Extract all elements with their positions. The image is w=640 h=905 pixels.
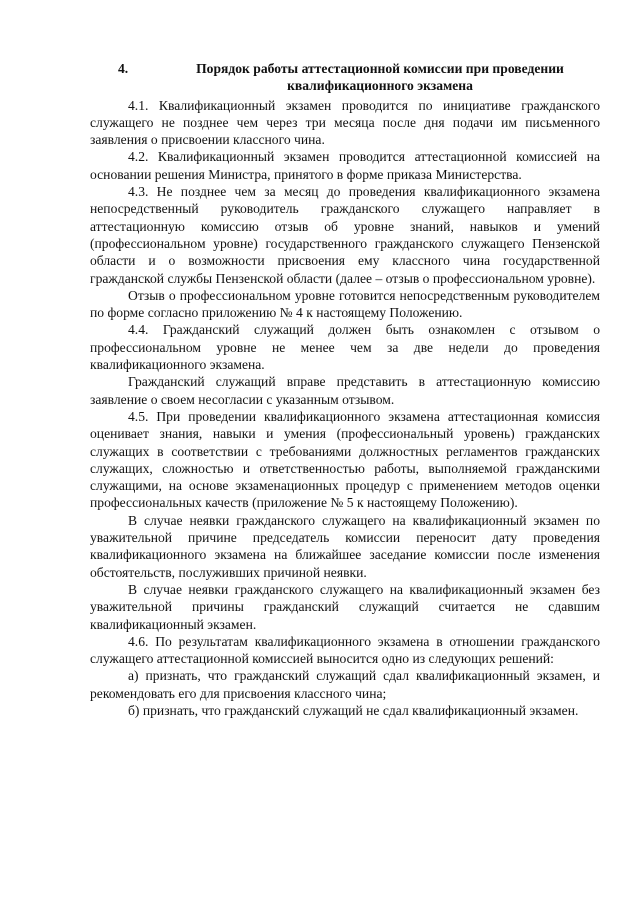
decision-item-b: б) признать, что гражданский служащий не сдал квалификационный экзамен. (128, 702, 579, 718)
paragraph-4-5: 4.5. При проведении квалификационного экзамена аттестационная комиссия оценивает знания, навыки и умения (профессиональный уровень) гражданских служащих в соответствии с требованиями должностных регламентов гражданских служащих, сложностью и ответственностью работы, выполняемой гражданскими служащими, на основе экзаменационных процедур с применением методов оценки профессиональных качеств (приложение № 5 к настоящему Положению). (90, 408, 600, 511)
paragraph-4-4: 4.4. Гражданский служащий должен быть ознакомлен с отзывом о профессиональном уровне не менее чем за две недели до проведения квалификационного экзамена. (90, 322, 600, 373)
paragraph-4-1: 4.1. Квалификационный экзамен проводится по инициативе гражданского служащего не позднее чем через три месяца после дня подачи им письменного заявления о присвоении классного чина. (90, 97, 600, 148)
paragraph-invalid-absence: В случае неявки гражданского служащего на квалификационный экзамен без уважительной причины гражданский служащий считается не сдавшим квалификационный экзамен. (90, 581, 600, 632)
paragraph-4-2: 4.2. Квалификационный экзамен проводится аттестационной комиссией на основании решения Министра, принятого в форме приказа Министерства. (90, 149, 600, 182)
section-heading (90, 60, 600, 95)
paragraph-valid-absence: В случае неявки гражданского служащего на квалификационный экзамен по уважительной причине председатель комиссии переносит дату проведения квалификационного экзамена на ближайшее заседание комиссии после изменения обстоятельств, послуживших причиной неявки. (90, 512, 600, 580)
paragraph-review-form: Отзыв о профессиональном уровне готовится непосредственным руководителем по форме согласно приложению № 4 к настоящему Положению. (90, 287, 600, 321)
paragraph-4-3: 4.3. Не позднее чем за месяц до проведения квалификационного экзамена непосредственный руководитель гражданского служащего направляет в аттестационную комиссию отзыв об уровне знаний, навыков и умений (профессиональном уровне) государственного гражданского служащего Пензенской области и о возможности присвоения ему классного чина государственной гражданской службы Пензенской области (далее – отзыв о профессиональном уровне). (90, 184, 600, 286)
decision-item-a: а) признать, что гражданский служащий сдал квалификационный экзамен, и рекомендовать его для присвоения классного чина; (90, 668, 600, 701)
paragraph-disagreement: Гражданский служащий вправе представить в аттестационную комиссию заявление о своем несогласии с указанным отзывом. (90, 374, 600, 407)
section-title: Порядок работы аттестационной комиссии при проведении квалификационного экзамена (196, 61, 564, 94)
document-page (90, 60, 600, 719)
paragraph-4-6: 4.6. По результатам квалификационного экзамена в отношении гражданского служащего аттестационной комиссией выносится одно из следующих решений: (90, 633, 600, 667)
section-number: 4. (118, 61, 129, 76)
